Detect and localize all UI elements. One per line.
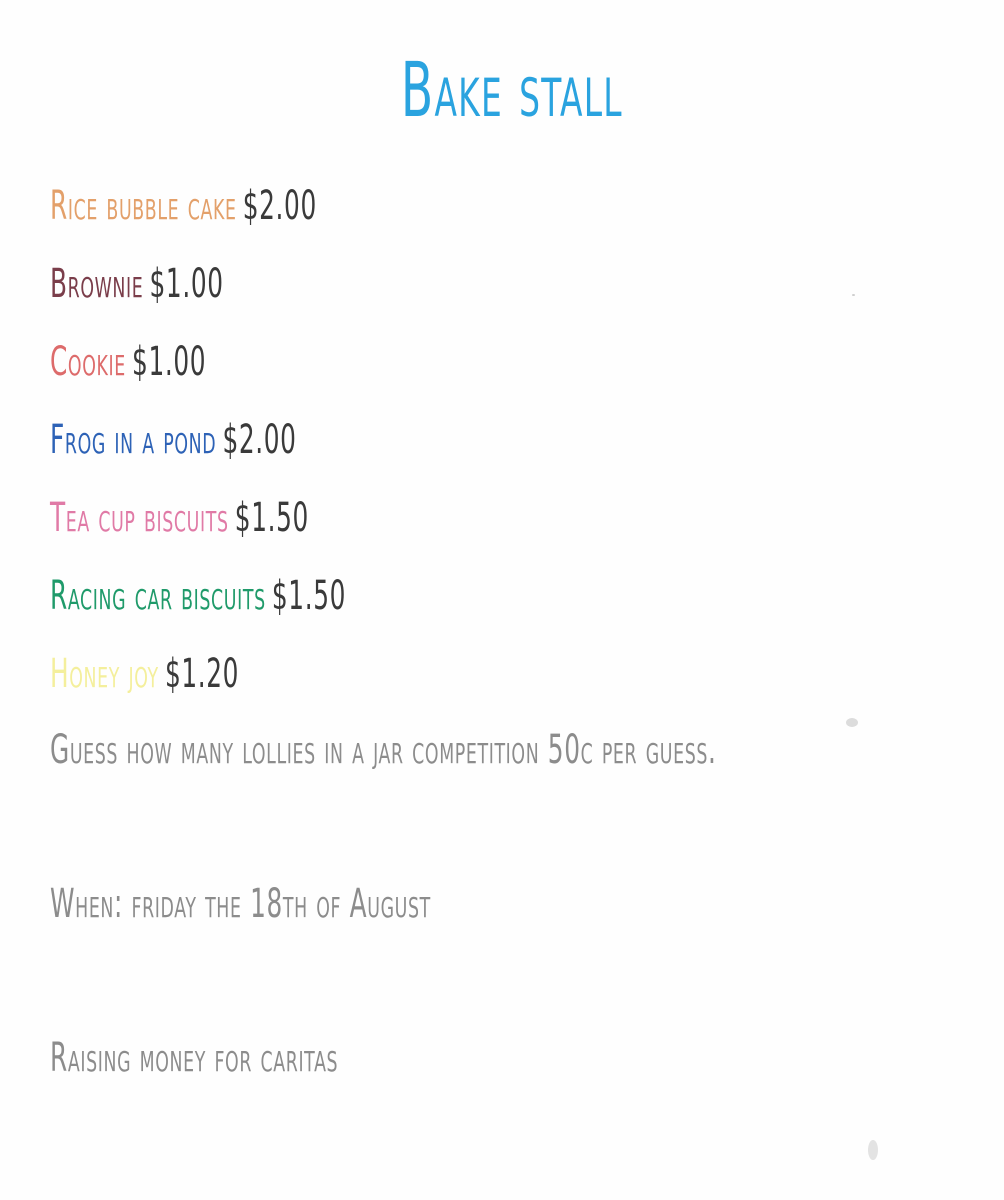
- paper-speck: [868, 1140, 878, 1160]
- menu-item-cookie: [50, 334, 206, 390]
- menu-item-name: Brownie: [50, 261, 144, 307]
- menu-item-price: $1.50: [271, 573, 347, 619]
- menu-item-price: $1.00: [132, 339, 207, 385]
- menu-item-brownie: [50, 256, 224, 312]
- menu-item-price: $1.20: [164, 651, 240, 697]
- paper-speck: [852, 294, 855, 296]
- menu-item-rice-bubble-cake: [50, 178, 317, 234]
- menu-item-name: Cookie: [50, 339, 126, 385]
- menu-item-frog-in-a-pond: [50, 412, 297, 468]
- menu-item-price: $2.00: [222, 417, 297, 463]
- menu-item-price: $1.00: [149, 261, 224, 307]
- competition-note: Guess how many lollies in a jar competition 50c per guess.: [50, 727, 717, 773]
- menu-item-name: Frog in a pond: [50, 417, 217, 463]
- poster-title: Bake stall: [400, 45, 623, 134]
- menu-item-price: $1.50: [234, 495, 309, 541]
- menu-item-name: Racing car biscuits: [50, 573, 266, 619]
- menu-item-name: Honey joy: [50, 651, 159, 697]
- menu-item-honey-joy: [50, 646, 239, 702]
- menu-item-name: Rice bubble cake: [50, 183, 237, 229]
- menu-item-racing-car-biscuits: [50, 568, 346, 624]
- fundraising-cause: Raising money for caritas: [50, 1035, 339, 1081]
- menu-item-price: $2.00: [242, 183, 317, 229]
- menu-item-name: Tea cup biscuits: [50, 495, 229, 541]
- event-date: When: friday the 18th of August: [50, 881, 431, 927]
- menu-item-tea-cup-biscuits: [50, 490, 309, 546]
- paper-speck: [846, 718, 858, 727]
